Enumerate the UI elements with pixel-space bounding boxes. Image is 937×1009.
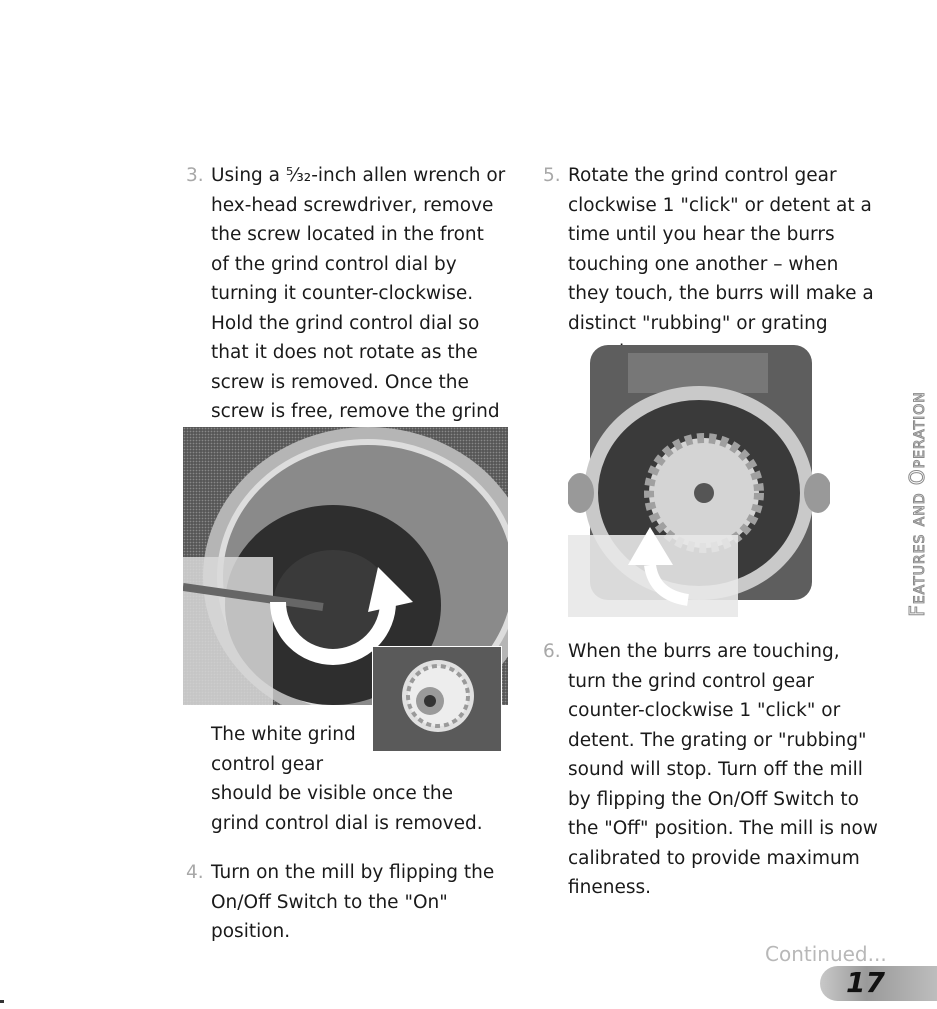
step-text: When the burrs are touching, turn the grind control gear counter-clockwise 1 "click" or detent. The grating or "rubbing" sound will stop. Turn off the mill by flipping the On/Off Switch to the "Off" position. The mill is now calibrated to provide maximum fineness. bbox=[568, 641, 878, 898]
photo-caption bbox=[211, 720, 501, 838]
page-number: 17 bbox=[846, 966, 885, 999]
photo-grind-control-gear bbox=[568, 345, 830, 617]
step-text: Using a ⁵⁄₃₂-inch allen wrench or hex-head screwdriver, remove the screw located in the front of the grind control dial by turning it counter-clockwise. Hold the grind control dial so that it does not rotate as the screw is removed. Once the screw is free, remove the grind bbox=[211, 165, 506, 422]
caption-line-2: should be visible once the grind control dial is removed. bbox=[211, 783, 483, 834]
page-number-badge bbox=[820, 966, 937, 1001]
step-3 bbox=[186, 161, 506, 456]
step-number: 6. bbox=[543, 641, 561, 662]
step-number: 4. bbox=[186, 862, 204, 883]
section-tab bbox=[899, 386, 935, 621]
step-6 bbox=[543, 637, 883, 903]
continued-label: Continued... bbox=[765, 942, 887, 966]
step-4 bbox=[186, 858, 506, 947]
step-5 bbox=[543, 161, 883, 368]
caption-line-1: The white grind control gear bbox=[211, 724, 356, 775]
section-title: Features and Operation bbox=[905, 390, 929, 617]
step-text: Rotate the grind control gear clockwise 1 "click" or detent at a time until you hear the burrs touching one another – when they touch, the burrs will make a distinct "rubbing" or grating bbox=[568, 165, 874, 334]
step-number: 3. bbox=[186, 165, 204, 186]
step-number: 5. bbox=[543, 165, 561, 186]
margin-mark bbox=[0, 1000, 4, 1003]
step-text: Turn on the mill by flipping the On/Off Switch to the "On" position. bbox=[211, 862, 495, 942]
